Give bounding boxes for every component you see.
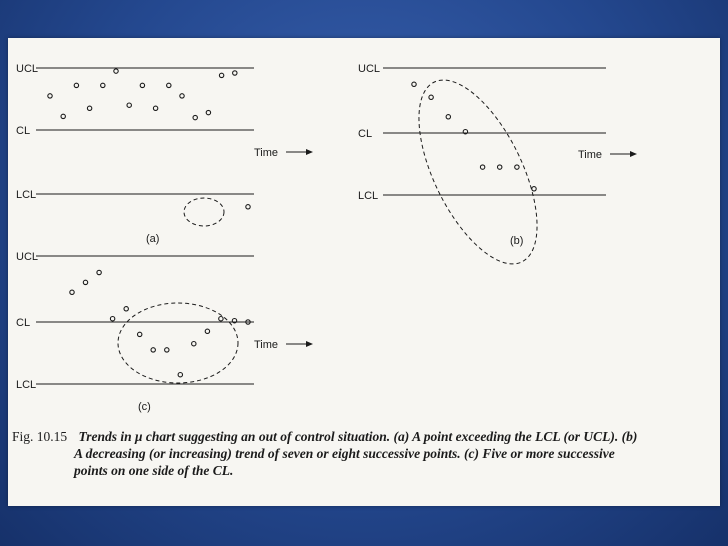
caption-line-3: points on one side of the CL.: [74, 463, 234, 478]
data-point: [193, 115, 197, 119]
time-axis-label: Time: [254, 339, 279, 351]
data-point: [114, 69, 118, 73]
control-line-label-cl: CL: [358, 128, 373, 140]
time-axis-label: Time: [578, 149, 603, 161]
data-point: [127, 103, 131, 107]
data-point: [219, 317, 223, 321]
data-point: [206, 110, 210, 114]
time-arrow-head: [630, 151, 637, 157]
figure-caption: [12, 428, 712, 479]
control-line-label-lcl: LCL: [16, 189, 37, 201]
panel-label: (b): [510, 235, 524, 247]
data-point: [412, 82, 416, 86]
data-point: [151, 348, 155, 352]
control-line-label-ucl: UCL: [16, 63, 39, 75]
data-point: [180, 94, 184, 98]
control-line-label-lcl: LCL: [16, 379, 37, 391]
data-point: [140, 83, 144, 87]
control-line-label-cl: CL: [16, 125, 31, 137]
time-arrow-head: [306, 341, 313, 347]
control-line-label-ucl: UCL: [358, 63, 381, 75]
data-point: [233, 71, 237, 75]
data-point: [515, 165, 519, 169]
data-point: [429, 95, 433, 99]
control-line-label-lcl: LCL: [358, 190, 379, 202]
time-axis-label: Time: [254, 147, 279, 159]
data-point: [87, 106, 91, 110]
data-point: [167, 83, 171, 87]
data-point: [110, 317, 114, 321]
figure-page: [8, 38, 720, 506]
data-point: [153, 106, 157, 110]
data-point: [219, 73, 223, 77]
time-arrow-head: [306, 149, 313, 155]
data-point: [165, 348, 169, 352]
panel-label: (a): [146, 233, 160, 245]
highlight-ellipse: [118, 303, 238, 383]
data-point: [480, 165, 484, 169]
data-point: [178, 373, 182, 377]
data-point: [446, 115, 450, 119]
data-point: [101, 83, 105, 87]
data-point: [61, 114, 65, 118]
data-point: [532, 187, 536, 191]
data-point: [48, 94, 52, 98]
data-point: [70, 290, 74, 294]
data-point: [498, 165, 502, 169]
data-point: [83, 280, 87, 284]
highlight-ellipse: [395, 63, 562, 281]
data-point: [246, 205, 250, 209]
data-point: [74, 83, 78, 87]
control-line-label-ucl: UCL: [16, 251, 39, 263]
data-point: [124, 307, 128, 311]
caption-line-2: A decreasing (or increasing) trend of seven or eight successive points. (c) Five or more successive: [74, 446, 615, 461]
caption-line-1: Trends in μ chart suggesting an out of control situation. (a) A point exceeding the LCL (or UCL). (b): [78, 429, 638, 444]
panel-label: (c): [138, 401, 151, 413]
data-point: [97, 270, 101, 274]
data-point: [138, 332, 142, 336]
figure-number: Fig. 10.15: [12, 429, 68, 444]
data-point: [192, 342, 196, 346]
control-line-label-cl: CL: [16, 317, 31, 329]
data-point: [205, 329, 209, 333]
highlight-ellipse: [184, 198, 224, 226]
